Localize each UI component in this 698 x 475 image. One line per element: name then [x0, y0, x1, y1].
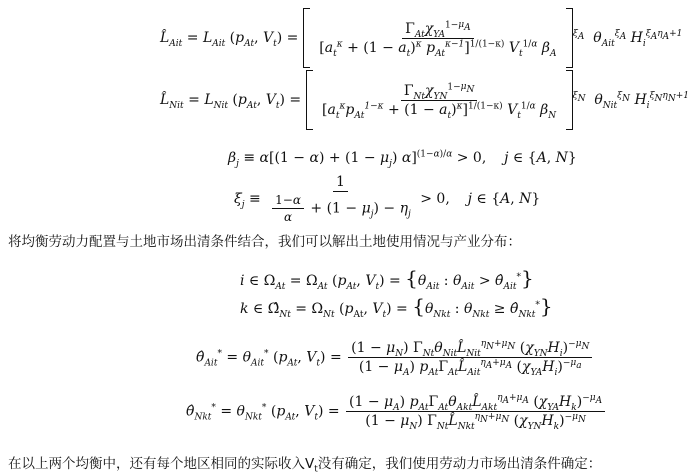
- paragraph-text-start: 在以上两个均衡中，还有每个地区相同的实际收入V: [8, 456, 315, 472]
- equation-threshold-agriculture: $\thetâ_{Ait}^* = \theta_{Ait}^*$ ($p_{At}$, $V_t$) = $\frac{(1 - \mu_N) \Gamma_{Nt}\theta_{Nit}L̂_{Nit}^{\eta_N+\mu_N} (\chi_{YN}H_i)^{-\mu_N}}{(1 - \mu_A) p_{At}\Gamma_{At}L̂_{Ait}^{\eta_A+\mu_A} (\chi_{YA}H_i)^{-\mu_a}}$: [196, 340, 594, 375]
- paragraph-text-subscript: t: [314, 464, 318, 475]
- paragraph-text: 将均衡劳动力配置与土地市场出清条件结合，我们可以解出土地使用情况与产业分布：: [8, 234, 521, 250]
- equation-set-nonagriculture: k ∈ $\Omegâ_{Nt} = \Omega_{Nt}$ ($p_{At}$, $V_t) = \{\theta_{Nkt}$ : $\theta_{Nkt}$ ≥ $\thetâ_{Nkt}^*$}: [240, 294, 553, 320]
- equation-threshold-nonagriculture: $\thetâ_{Nkt}^* = \theta_{Nkt}^*$ ($p_{At}$, $V_t$) = $\frac{(1 - \mu_A) p_{At}\Gamma_{At}\theta_{Akt}L̂_{Akt}^{\eta_A+\mu_A} (\chi_{YA}H_k)^{-\mu_A}}{(1 - \mu_N) \Gamma_{Nt}L̂_{Nkt}^{\eta_N+\mu_N} (\chi_{YN}H_k)^{-\mu_N}}$: [186, 394, 607, 429]
- paragraph-text-end: 没有确定，我们使用劳动力市场出清条件确定：: [317, 456, 602, 472]
- equation-labor-agriculture: $L̂_{Ait} = L_{Ait}$ ($p_{At}$, $V_t$) = $\frac{\Gamma_{At}\chi_{YA}^{1-\mu_A}}{[a_t^\kappa + (1 - a_t)^\kappa p_{At}^{\kappa-1}]^{1/(1-\kappa)} V_t^{1/\alpha} \beta_A}$ $^{\xi_A}$ $\theta_{Ait}^{\xi_A}$ $H_i^{\xi_A\eta_A+1}$: [160, 8, 682, 68]
- paragraph-text: [8, 452, 602, 475]
- equation-xi: $\xi_j$ ≡ 1 $\frac{1-\alpha}{\alpha}$ + $(1 - \mu_j) - \eta_j$ > 0, j ∈ {A, N}: [234, 174, 541, 224]
- equation-set-agriculture: i ∈ $\Omega_{At} = \Omega_{At}$ ($p_{At}$, $V_t) = \{\theta_{Ait}$ : $\theta_{Ait}$ > $\thetâ_{Ait}^*$}: [240, 266, 534, 292]
- equation-beta: $\beta_j \equiv \alpha[(1 - \alpha) + (1 - \mu_j) \alpha]^{(1-\alpha)/\alpha} > 0$, j ∈ {A, N}: [228, 149, 577, 169]
- equation-labor-nonagriculture: $L̂_{Nit} = L_{Nit}$ ($p_{At}$, $V_t$) = $\frac{\Gamma_{Nt}\chi_{YN}^{1-\mu_N}}{[a_t^\kappa p_{At}^{1-\kappa} + (1 - a_t)^\kappa]^{1/(1-\kappa)} V_t^{1/\alpha} \beta_N}$ $^{\xi_N}$ $\theta_{Nit}^{\xi_N}$ $H_i^{\xi_N\eta_N+1}$: [160, 70, 689, 130]
